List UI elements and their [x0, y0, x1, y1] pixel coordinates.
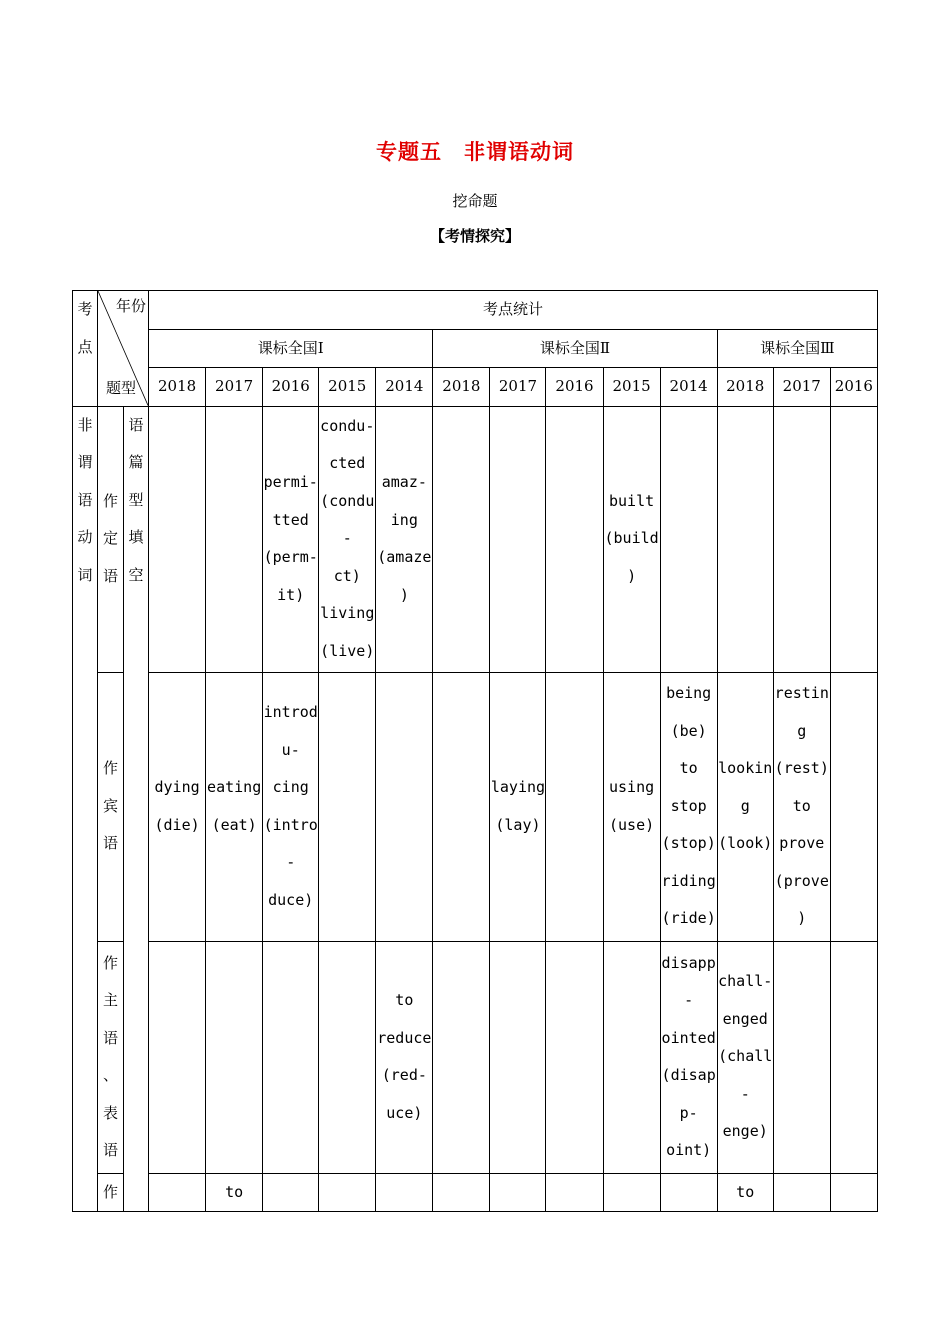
data-cell: [717, 406, 773, 672]
year-header: 2015: [319, 368, 376, 407]
data-cell: [660, 1173, 717, 1212]
cell-text-line: cted: [329, 454, 366, 473]
data-cell: [546, 672, 603, 941]
cell-text-line: (use): [609, 815, 655, 834]
data-cell: [263, 672, 319, 941]
cell-text-line: (ride): [661, 909, 716, 928]
cell-text-line: 语: [128, 415, 144, 434]
cell-text-line: 语: [77, 490, 93, 509]
cell-text-line: 、: [103, 1066, 119, 1084]
cell-text-line: (red-: [381, 1066, 427, 1084]
cell-text-line: ct): [333, 566, 361, 585]
cell-text-line: 动: [77, 528, 93, 546]
cell-text-line: 作: [103, 759, 119, 778]
cell-text-line: 作: [103, 491, 119, 510]
cell-text-line: 型: [128, 490, 144, 509]
cell-text-line: 空: [128, 565, 144, 584]
data-cell: [206, 406, 263, 672]
data-cell: [263, 941, 319, 1173]
cell-text-line: to: [792, 796, 811, 815]
data-cell: [433, 672, 490, 941]
data-cell: [603, 672, 660, 941]
data-cell: [433, 406, 490, 672]
row-label: [98, 672, 124, 941]
data-cell: [490, 1173, 546, 1212]
cell-text-line: tted: [272, 510, 309, 529]
cell-text-line: duce): [268, 890, 314, 909]
data-cell: [376, 672, 433, 941]
row-label: [98, 406, 124, 672]
data-cell: [660, 406, 717, 672]
question-type-label: [124, 406, 149, 1212]
cell-text-line: ): [797, 909, 807, 928]
group-header-3: 课标全国Ⅲ: [717, 329, 877, 368]
year-header: 2018: [717, 368, 773, 407]
cell-text-line: (disap: [661, 1066, 716, 1084]
cell-text-line: (eat): [211, 815, 257, 834]
cell-text-line: 谓: [77, 453, 93, 471]
cell-text-line: (chall: [718, 1047, 773, 1066]
cell-text-line: 宾: [103, 796, 119, 815]
year-header: 2018: [433, 368, 490, 407]
data-cell: [546, 406, 603, 672]
cell-text-line: (intro: [263, 815, 318, 834]
cell-text-line: reduce: [377, 1028, 432, 1047]
data-cell: [717, 1173, 773, 1212]
cell-text-line: it): [277, 585, 305, 604]
cell-text-line: uce): [386, 1103, 423, 1122]
cell-text-line: 语: [103, 1141, 119, 1159]
cell-text-line: -: [342, 529, 352, 548]
data-cell: [830, 406, 877, 672]
data-cell: [603, 406, 660, 672]
cell-text-line: (prove: [774, 871, 829, 890]
data-cell: [773, 672, 830, 941]
cell-text-line: restin: [774, 684, 829, 703]
cell-text-line: ing: [390, 510, 418, 529]
cell-text-line: 作: [103, 953, 119, 972]
data-cell: [717, 672, 773, 941]
year-label: 年份: [116, 297, 147, 315]
cell-text-line: oint): [666, 1141, 712, 1159]
cell-text-line: -: [286, 853, 296, 871]
cell-text-line: 主: [103, 991, 119, 1009]
cell-text-line: 语: [103, 834, 119, 853]
data-cell: [490, 406, 546, 672]
cell-text-line: g: [740, 796, 750, 815]
page-title: 专题五 非谓语动词: [376, 139, 574, 164]
cell-text-line: permi-: [263, 473, 318, 491]
data-cell: [830, 941, 877, 1173]
data-cell: [830, 1173, 877, 1212]
group-header-1: 课标全国Ⅰ: [149, 329, 433, 368]
data-cell: [263, 406, 319, 672]
cell-text-line: (look): [718, 834, 773, 853]
data-cell: [490, 672, 546, 941]
data-cell: [603, 1173, 660, 1212]
data-cell: [206, 941, 263, 1173]
cell-text-line: -: [740, 1084, 750, 1103]
cell-text-line: eating: [207, 778, 262, 796]
year-header: 2018: [149, 368, 206, 407]
cell-text-line: enge): [722, 1122, 768, 1141]
data-cell: [206, 1173, 263, 1212]
cell-text-line: 定: [103, 529, 119, 548]
data-cell: [773, 406, 830, 672]
data-cell: [319, 672, 376, 941]
data-cell: [433, 1173, 490, 1212]
data-cell: [149, 941, 206, 1173]
year-header: 2014: [660, 368, 717, 407]
cell-text-line: living: [320, 604, 375, 623]
row-label: [98, 941, 124, 1173]
cell-text-line: ointed: [661, 1028, 716, 1047]
cell-text-line: (be): [670, 721, 707, 740]
cell-text-line: -: [684, 991, 694, 1009]
cell-text-line: 篇: [128, 453, 144, 471]
cell-text-line: introd: [263, 703, 318, 721]
data-cell: [773, 941, 830, 1173]
cell-text-line: being: [666, 684, 712, 703]
cell-text-line: dying: [154, 778, 200, 796]
section-heading: 【考情探究】: [429, 227, 520, 245]
cell-text-line: using: [609, 778, 655, 796]
cell-text-line: (perm-: [263, 548, 318, 566]
cell-text-line: chall-: [718, 972, 773, 991]
year-header: 2016: [830, 368, 877, 407]
cell-text-line: prove: [779, 834, 825, 853]
data-cell: [490, 941, 546, 1173]
data-cell: [546, 941, 603, 1173]
cell-text-line: u-: [281, 740, 300, 759]
data-cell: [149, 406, 206, 672]
data-cell: [149, 672, 206, 941]
cell-text-line: (lay): [495, 815, 541, 834]
data-cell: [206, 672, 263, 941]
data-cell: [376, 1173, 433, 1212]
data-cell: [376, 406, 433, 672]
year-header: 2017: [206, 368, 263, 407]
data-cell: [149, 1173, 206, 1212]
cell-text-line: ): [627, 566, 637, 585]
data-cell: [376, 941, 433, 1173]
cell-text-line: laying: [490, 778, 546, 796]
data-cell: [660, 672, 717, 941]
cell-text-line: 非: [77, 415, 93, 434]
cell-text-line: to: [679, 759, 698, 778]
cell-text-line: built: [609, 491, 655, 510]
data-cell: [433, 941, 490, 1173]
cell-text-line: (rest): [774, 759, 829, 778]
data-cell: [319, 1173, 376, 1212]
cell-text-line: riding: [661, 871, 716, 890]
cell-text-line: (build: [604, 529, 659, 548]
cell-text-line: (live): [320, 641, 375, 660]
year-header: 2016: [263, 368, 319, 407]
cell-text-line: 语: [103, 566, 119, 585]
cell-text-line: lookin: [718, 759, 773, 778]
cell-text-line: ): [399, 585, 409, 604]
year-header: 2016: [546, 368, 603, 407]
kaodian-header: 考 点: [73, 291, 98, 407]
data-cell: [830, 672, 877, 941]
cell-text-line: (condu: [320, 491, 375, 510]
cell-text-line: to: [225, 1182, 244, 1201]
data-cell: [319, 941, 376, 1173]
year-header: 2017: [773, 368, 830, 407]
cell-text-line: amaz-: [381, 473, 427, 491]
cell-text-line: to: [736, 1182, 755, 1201]
year-header: 2015: [603, 368, 660, 407]
cell-text-line: g: [797, 721, 807, 740]
cell-text-line: condu-: [320, 416, 375, 435]
cell-text-line: disapp: [661, 953, 716, 972]
category-label: [73, 406, 98, 1212]
diagonal-header: [98, 291, 149, 407]
row-label: [98, 1173, 124, 1212]
data-cell: [603, 941, 660, 1173]
cell-text-line: (stop): [661, 834, 716, 853]
cell-text-line: 表: [103, 1103, 119, 1122]
cell-text-line: (amaze: [377, 548, 432, 566]
group-header-2: 课标全国Ⅱ: [433, 329, 717, 368]
cell-text-line: 作: [103, 1182, 119, 1201]
cell-text-line: cing: [272, 778, 309, 796]
cell-text-line: enged: [722, 1009, 768, 1028]
data-cell: [319, 406, 376, 672]
data-cell: [546, 1173, 603, 1212]
data-cell: [660, 941, 717, 1173]
cell-text-line: stop: [670, 796, 707, 815]
data-cell: [773, 1173, 830, 1212]
subtitle: 挖命题: [452, 192, 498, 210]
year-header: 2014: [376, 368, 433, 407]
exam-stats-table: [72, 290, 878, 1212]
cell-text-line: p-: [679, 1103, 698, 1122]
data-cell: [263, 1173, 319, 1212]
cell-text-line: 填: [128, 528, 144, 546]
year-header: 2017: [490, 368, 546, 407]
data-cell: [717, 941, 773, 1173]
stats-header: 考点统计: [149, 291, 878, 330]
cell-text-line: to: [395, 991, 414, 1009]
cell-text-line: (die): [154, 815, 200, 834]
type-label: 题型: [106, 378, 137, 397]
cell-text-line: 语: [103, 1028, 119, 1047]
cell-text-line: 词: [77, 565, 93, 584]
